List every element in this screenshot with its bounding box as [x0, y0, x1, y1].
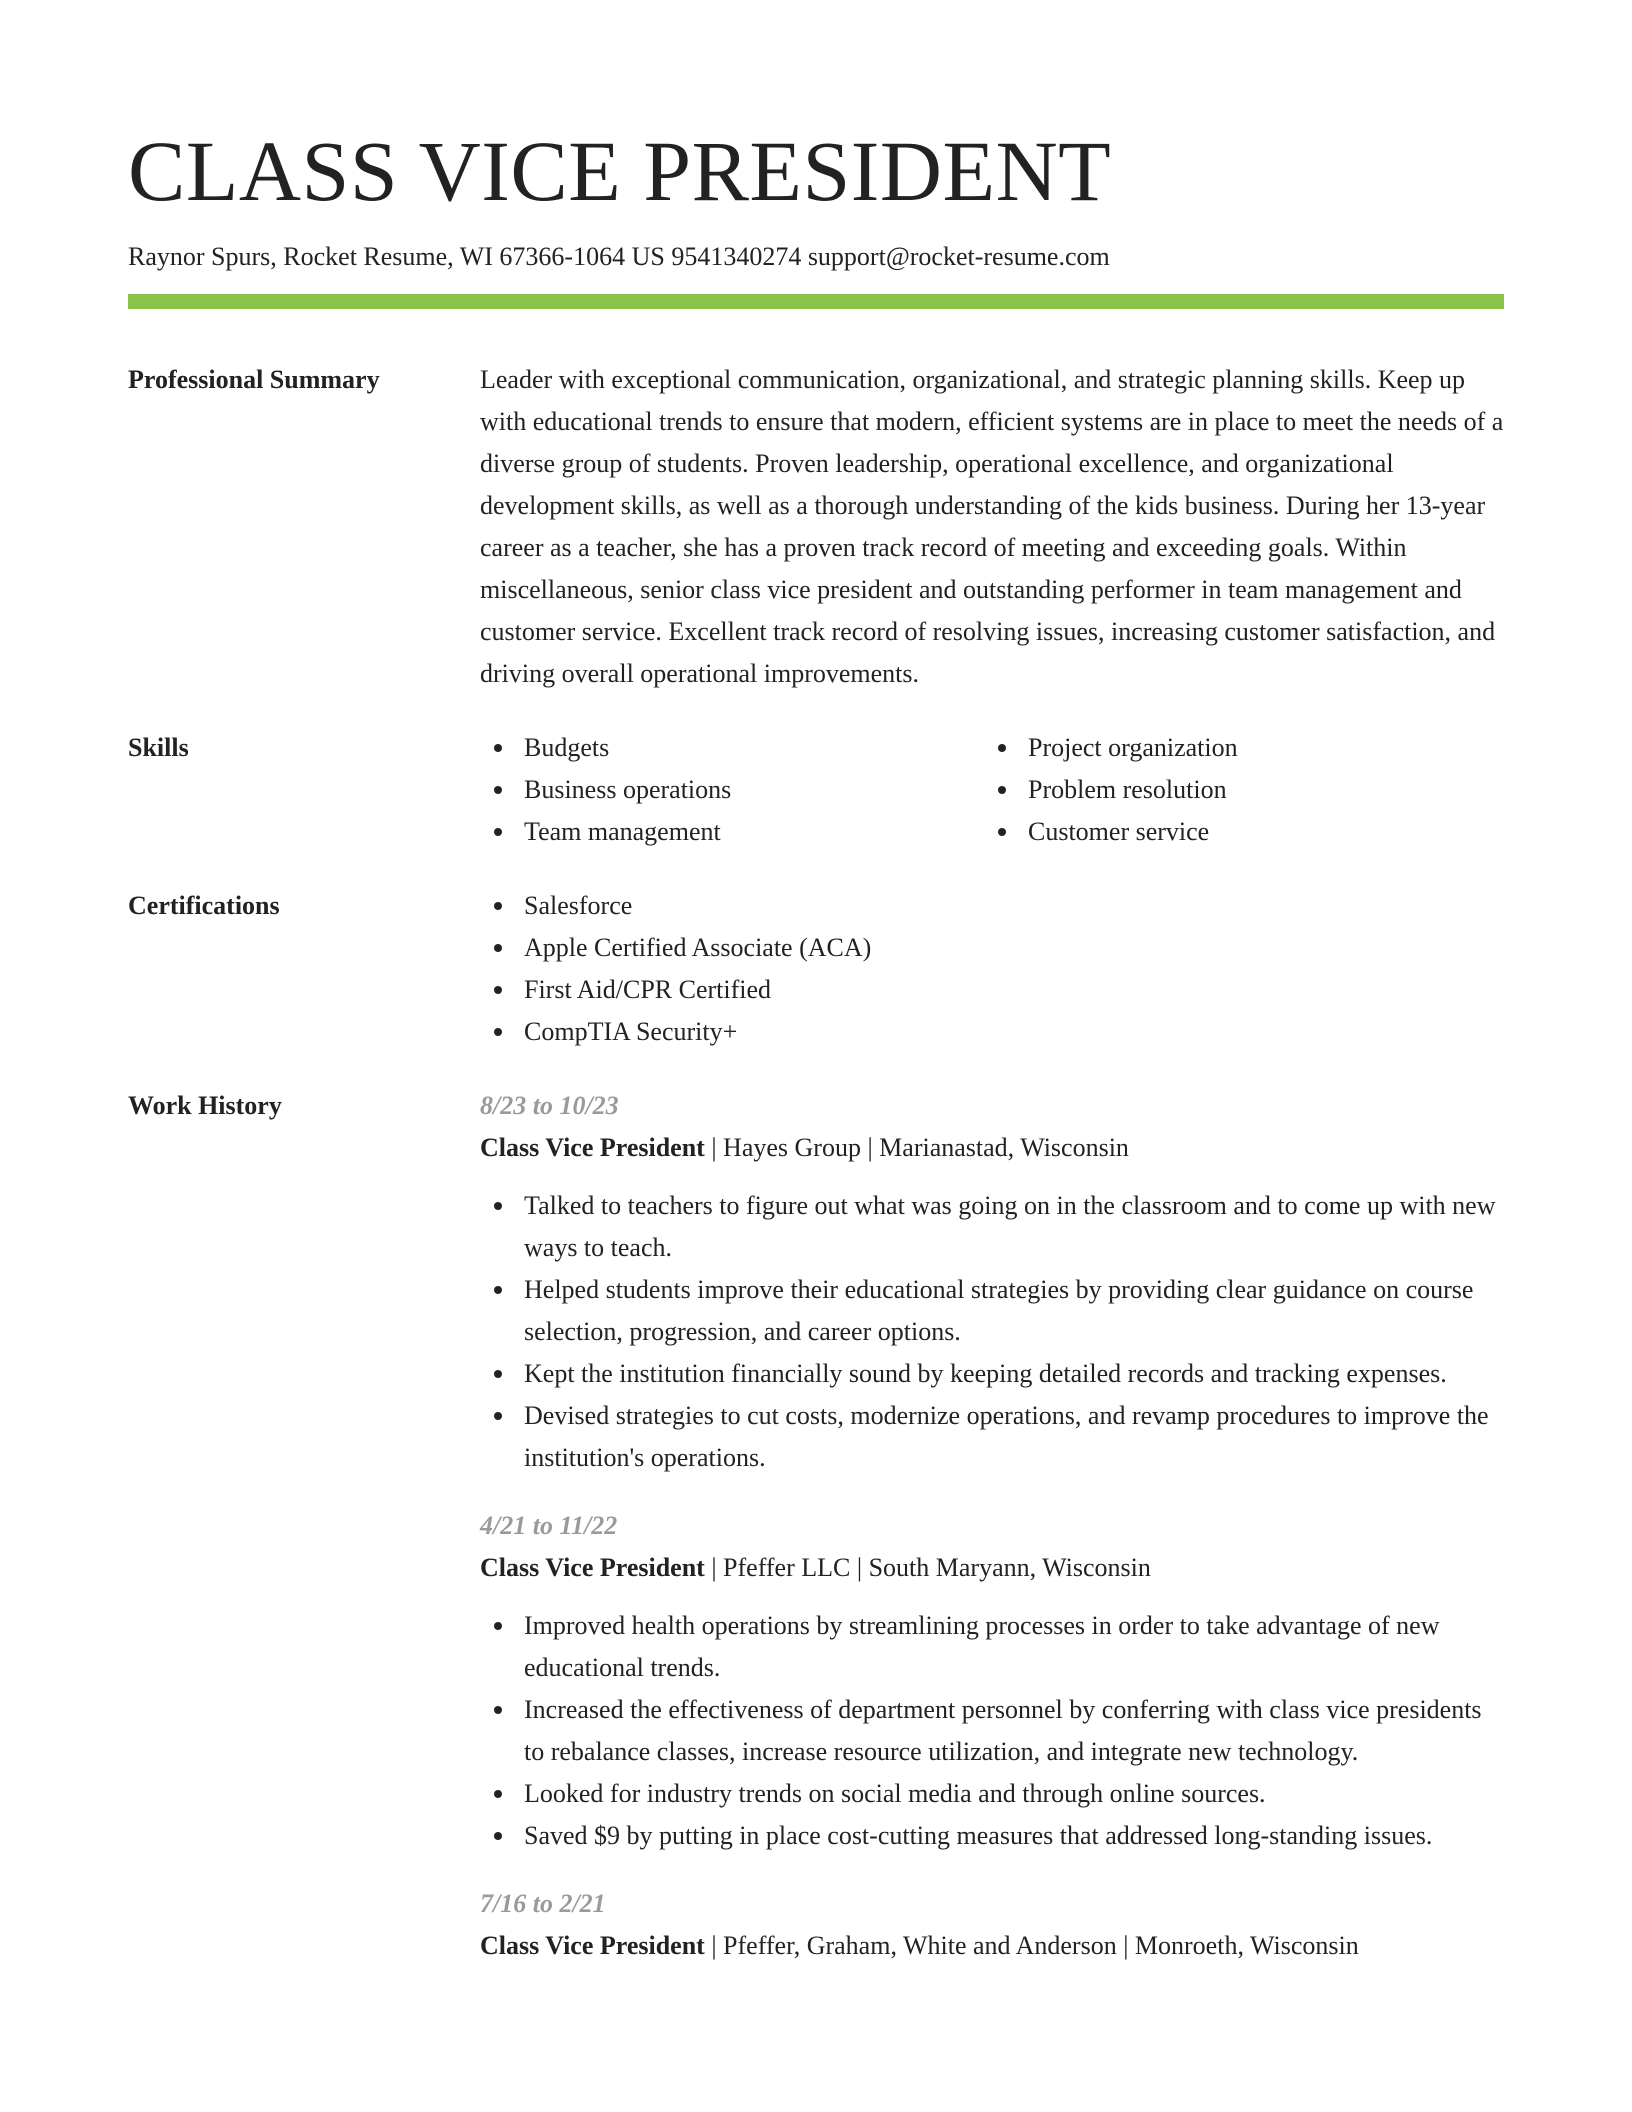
- job-bullet: Improved health operations by streamlining processes in order to take advantage of new educational trends.: [480, 1605, 1504, 1689]
- header-divider: [128, 294, 1504, 309]
- job-bullet: Increased the effectiveness of department personnel by conferring with class vice presidents to rebalance classes, increase resource utilization, and integrate new technology.: [480, 1689, 1504, 1773]
- certification-item: First Aid/CPR Certified: [480, 969, 1504, 1011]
- certification-item: Apple Certified Associate (ACA): [480, 927, 1504, 969]
- skills-column-2: [984, 727, 1488, 853]
- job-dates: 4/21 to 11/22: [480, 1511, 618, 1540]
- certification-item: CompTIA Security+: [480, 1011, 1504, 1053]
- job-heading: [480, 1547, 1504, 1589]
- skill-item: Customer service: [984, 811, 1488, 853]
- summary-text: Leader with exceptional communication, organizational, and strategic planning skills. Keep up with educational trends to ensure that modern, efficient systems are in place to meet the needs of a diverse group of students. Proven leadership, operational excellence, and organizational development skills, as well as a thorough understanding of the kids business. During her 13-year career as a teacher, she has a proven track record of meeting and exceeding goals. Within miscellaneous, senior class vice president and outstanding performer in team management and customer service. Excellent track record of resolving issues, increasing customer satisfaction, and driving overall operational improvements.: [480, 365, 1504, 688]
- job-bullet: Helped students improve their educational strategies by providing clear guidance on course selection, progression, and career options.: [480, 1269, 1504, 1353]
- section-label-work-history: Work History: [128, 1091, 282, 1120]
- job-dates: 7/16 to 2/21: [480, 1889, 606, 1918]
- contact-phone: 9541340274: [671, 242, 802, 271]
- job-details: | Pfeffer LLC | South Maryann, Wisconsin: [704, 1553, 1151, 1582]
- job-bullet: Devised strategies to cut costs, modernize operations, and revamp procedures to improve the institution's operations.: [480, 1395, 1504, 1479]
- job-entry: [480, 1883, 1504, 1967]
- skill-item: Budgets: [480, 727, 984, 769]
- section-label-summary: Professional Summary: [128, 365, 380, 394]
- job-details: | Hayes Group | Marianastad, Wisconsin: [704, 1133, 1129, 1162]
- job-title: Class Vice President: [480, 1931, 705, 1960]
- resume-page: [128, 0, 1504, 1967]
- job-bullet: Kept the institution financially sound by keeping detailed records and tracking expenses.: [480, 1353, 1504, 1395]
- skills-section: [128, 727, 1504, 853]
- job-bullet: Saved $9 by putting in place cost-cutting measures that addressed long-standing issues.: [480, 1815, 1504, 1857]
- job-details: | Pfeffer, Graham, White and Anderson | Monroeth, Wisconsin: [704, 1931, 1359, 1960]
- skill-item: Project organization: [984, 727, 1488, 769]
- job-heading: [480, 1925, 1504, 1967]
- job-heading: [480, 1127, 1504, 1169]
- contact-email: support@rocket-resume.com: [807, 242, 1110, 271]
- job-entry: [480, 1085, 1504, 1479]
- skill-item: Team management: [480, 811, 984, 853]
- summary-section: [128, 359, 1504, 695]
- resume-title: CLASS VICE PRESIDENT: [128, 123, 1112, 219]
- contact-line: [128, 240, 1504, 274]
- contact-address: Raynor Spurs, Rocket Resume, WI 67366-1064 US: [128, 242, 665, 271]
- certification-item: Salesforce: [480, 885, 1504, 927]
- job-dates: 8/23 to 10/23: [480, 1091, 619, 1120]
- certifications-list: [480, 885, 1504, 1053]
- work-history-section: [128, 1085, 1504, 1967]
- job-entry: [480, 1505, 1504, 1857]
- certifications-section: [128, 885, 1504, 1053]
- job-title: Class Vice President: [480, 1133, 705, 1162]
- skill-item: Problem resolution: [984, 769, 1488, 811]
- job-bullets: [480, 1185, 1504, 1479]
- section-label-certifications: Certifications: [128, 891, 280, 920]
- skills-column-1: [480, 727, 984, 853]
- job-bullet: Talked to teachers to figure out what was going on in the classroom and to come up with new ways to teach.: [480, 1185, 1504, 1269]
- skill-item: Business operations: [480, 769, 984, 811]
- section-label-skills: Skills: [128, 733, 189, 762]
- job-title: Class Vice President: [480, 1553, 705, 1582]
- job-bullets: [480, 1605, 1504, 1857]
- job-bullet: Looked for industry trends on social media and through online sources.: [480, 1773, 1504, 1815]
